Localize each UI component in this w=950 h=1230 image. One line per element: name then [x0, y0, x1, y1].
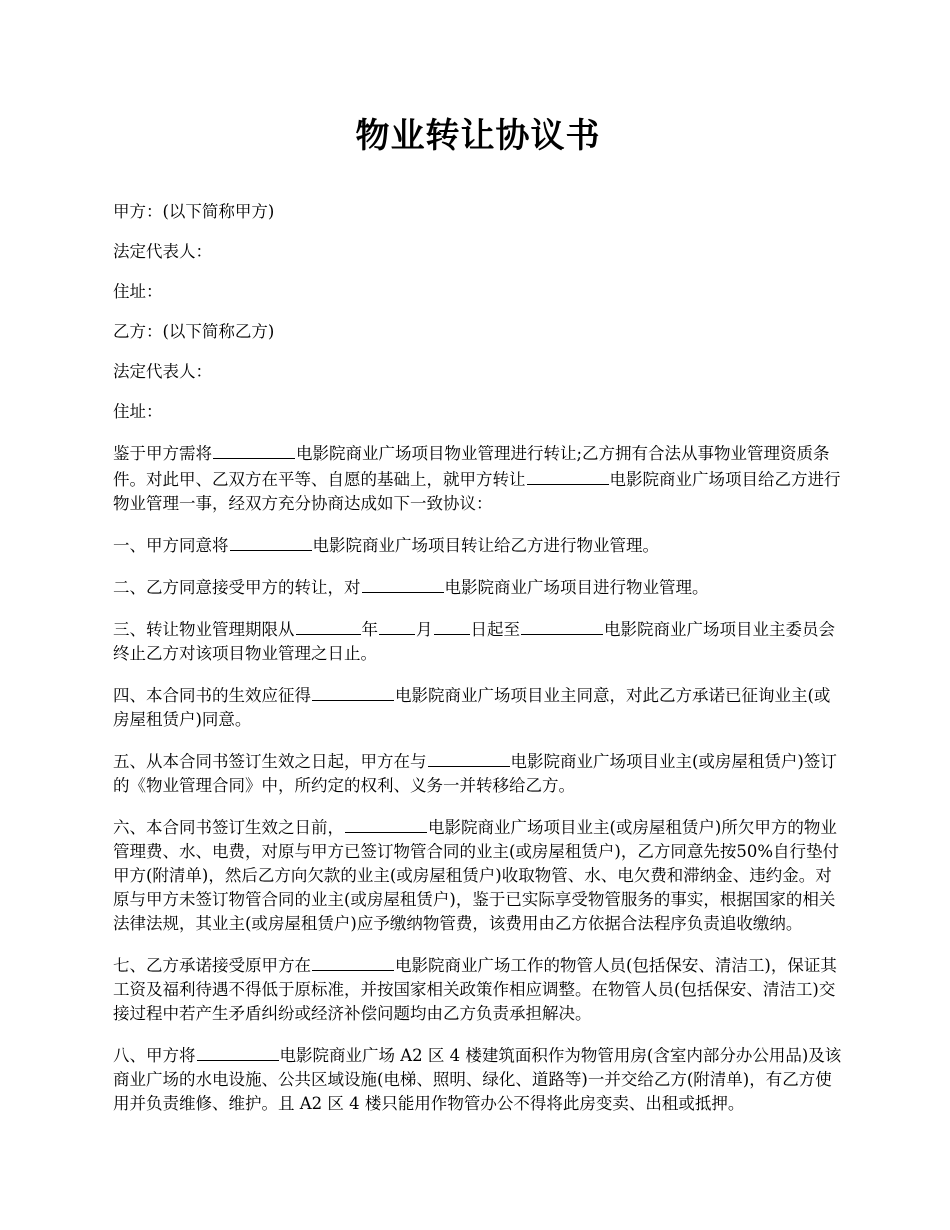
clause-paragraph: [113, 1042, 843, 1116]
party-b-address: 住址：: [113, 402, 163, 421]
document-page: [113, 110, 843, 1132]
clause-text: 电影院商业广场项目给乙方进行物业管理一事，经双方充分协商达成如下一致协议：: [113, 470, 841, 513]
clause-text: 电影院商业广场项目业主(或房屋租赁户)所欠甲方的物业管理费、水、电费，对原与甲方已签订物管合同的业主(或房屋租赁户)，乙方同意先按50%自行垫付甲方(附清单)，然后乙方向欠款的业主(或房屋租赁户)收取物管、水、电欠费和滞纳金、违约金。对原与甲方未签订物管合同的业主(或房屋租赁户)，鉴于已实际享受物管服务的事实，根据国家的相关法律法规，其业主(或房屋租赁户)应予缴纳物管费，该费用由乙方依据合法程序负责追收缴纳。: [113, 818, 840, 933]
fill-in-blank: [296, 616, 361, 635]
fill-in-blank: [527, 466, 609, 485]
clauses: [113, 440, 843, 1116]
fill-in-blank: [362, 574, 444, 593]
party-a-address: 住址：: [113, 282, 163, 301]
clause-text: 电影院商业广场项目物业管理进行转让;乙方拥有合法从事物业管理资质条件。对此甲、乙双方在平等、自愿的基础上，就甲方转让: [113, 444, 830, 489]
clause-text: 八、甲方将: [113, 1046, 196, 1065]
party-a-legal-rep: 法定代表人：: [113, 242, 212, 261]
clause-paragraph: [113, 574, 843, 600]
fill-in-blank: [521, 616, 603, 635]
clause-text: 电影院商业广场项目进行物业管理。: [444, 578, 709, 597]
clause-paragraph: [113, 682, 843, 732]
clause-paragraph: [113, 532, 843, 558]
preamble-paragraph: [113, 440, 843, 516]
clause-text: 二、乙方同意接受甲方的转让，对: [113, 578, 361, 597]
clause-text: 电影院商业广场项目转让给乙方进行物业管理。: [312, 536, 659, 555]
clause-text: 日起至: [470, 620, 520, 639]
fill-in-blank: [197, 1042, 279, 1061]
party-a-line: 甲方：(以下简称甲方): [113, 202, 275, 221]
clause-text: 六、本合同书签订生效之日前，: [113, 818, 344, 837]
fill-in-blank: [312, 682, 394, 701]
fill-in-blank: [434, 616, 470, 635]
fill-in-blank: [379, 616, 415, 635]
document-title: 物业转让协议书: [355, 116, 601, 156]
fill-in-blank: [230, 532, 312, 551]
clause-text: 电影院商业广场项目业主同意，对此乙方承诺已征询业主(或房屋租赁户)同意。: [113, 686, 831, 729]
clause-text: 月: [416, 620, 433, 639]
clause-text: 七、乙方承诺接受原甲方在: [113, 956, 311, 975]
party-b-legal-rep: 法定代表人：: [113, 362, 212, 381]
party-b-line: 乙方：(以下简称乙方): [113, 322, 275, 341]
fill-in-blank: [345, 814, 427, 833]
fill-in-blank: [428, 748, 510, 767]
clause-text: 一、甲方同意将: [113, 536, 229, 555]
clause-paragraph: [113, 748, 843, 798]
clause-text: 鉴于甲方需将: [113, 444, 212, 463]
clause-text: 四、本合同书的生效应征得: [113, 686, 311, 705]
clause-text: 五、从本合同书签订生效之日起，甲方在与: [113, 752, 427, 771]
fill-in-blank: [213, 440, 295, 459]
clause-text: 三、转让物业管理期限从: [113, 620, 295, 639]
clause-text: 电影院商业广场项目业主委员会终止乙方对该项目物业管理之日止。: [113, 620, 835, 663]
clause-text: 电影院商业广场项目业主(或房屋租赁户)签订的《物业管理合同》中，所约定的权利、义务一并转移给乙方。: [113, 752, 837, 795]
clause-text: 年: [361, 620, 378, 639]
clause-paragraph: [113, 952, 843, 1026]
clause-paragraph: [113, 616, 843, 666]
clause-text: 电影院商业广场工作的物管人员(包括保安、清洁工)，保证其工资及福利待遇不得低于原标准，并按国家相关政策作相应调整。在物管人员(包括保安、清洁工)交接过程中若产生矛盾纠纷或经济补偿问题均由乙方负责承担解决。: [113, 956, 837, 1023]
clause-paragraph: [113, 814, 843, 936]
fill-in-blank: [312, 952, 394, 971]
clause-text: 电影院商业广场 A2 区 4 楼建筑面积作为物管用房(含室内部分办公用品)及该商业广场的水电设施、公共区域设施(电梯、照明、绿化、道路等)一并交给乙方(附清单)，有乙方使用并负责维修、维护。且 A2 区 4 楼只能用作物管办公不得将此房变卖、出租或抵押。: [113, 1046, 842, 1113]
